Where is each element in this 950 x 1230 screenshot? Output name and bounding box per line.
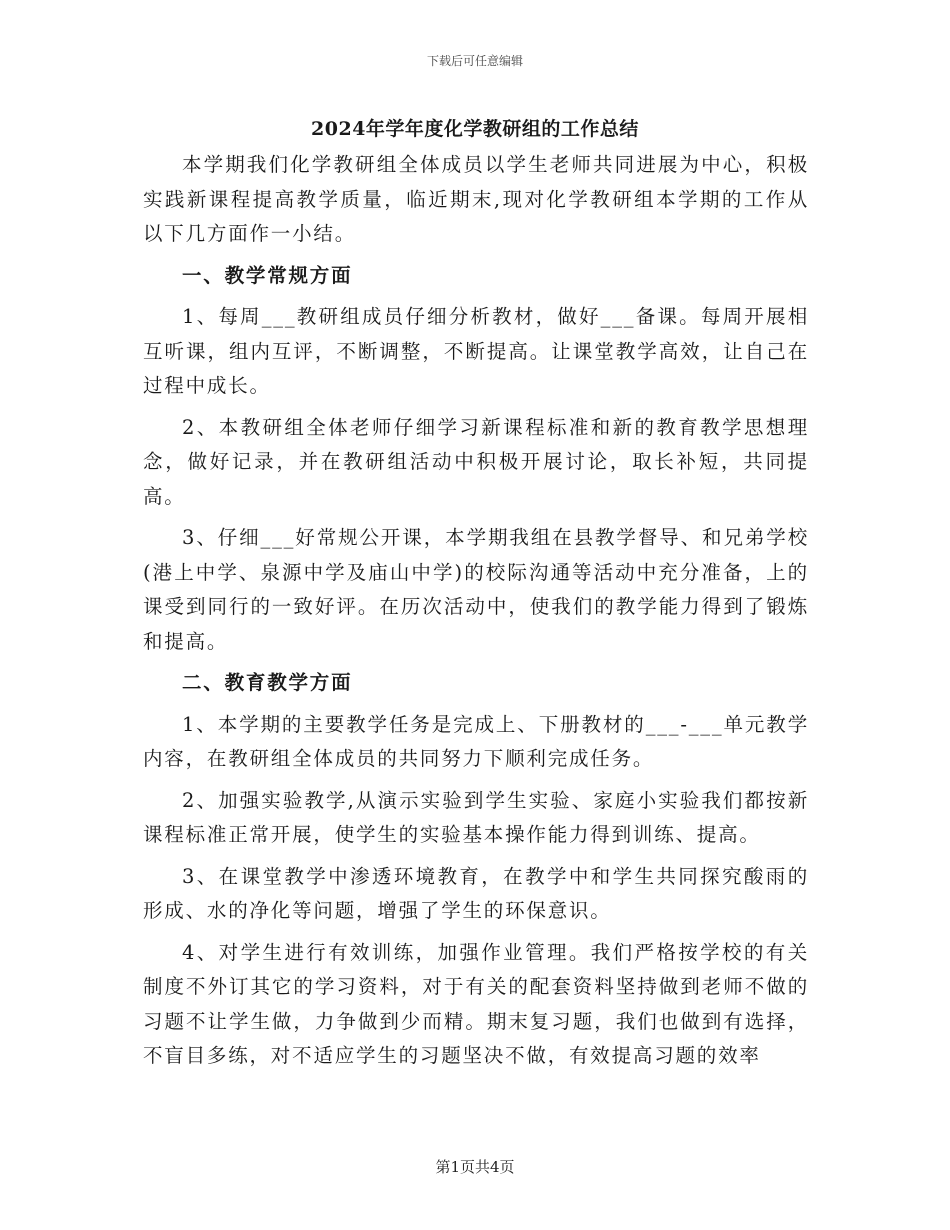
paragraph-item: 3、在课堂教学中渗透环境教育，在教学中和学生共同探究酸雨的形成、水的净化等问题，增强了学生的环保意识。 xyxy=(143,864,809,922)
section-heading-education-teaching: 二、教育教学方面 xyxy=(182,671,353,694)
paragraph-item: 3、仔细___好常规公开课，本学期我组在县教学督导、和兄弟学校(港上中学、泉源中学及庙山中学)的校际沟通等活动中充分准备，上的课受到同行的一致好评。在历次活动中，使我们的教学能力得到了锻炼和提高。 xyxy=(143,526,809,653)
paragraph-item: 1、每周___教研组成员仔细分析教材，做好___备课。每周开展相互听课，组内互评，不断调整，不断提高。让课堂教学高效，让自己在过程中成长。 xyxy=(143,305,809,397)
paragraph-item: 2、加强实验教学,从演示实验到学生实验、家庭小实验我们都按新课程标准正常开展，使学生的实验基本操作能力得到训练、提高。 xyxy=(143,788,809,846)
page-indicator: 第1页共4页 xyxy=(435,1158,515,1176)
section-heading-teaching-routine: 一、教学常规方面 xyxy=(182,263,353,287)
intro-paragraph: 本学期我们化学教研组全体成员以学生老师共同进展为中心，积极实践新课程提高教学质量，临近期末,现对化学教研组本学期的工作从以下几方面作一小结。 xyxy=(143,153,809,245)
paragraph-item: 1、本学期的主要教学任务是完成上、下册教材的___-___单元教学内容，在教研组全体成员的共同努力下顺利完成任务。 xyxy=(143,712,809,770)
document-body xyxy=(143,148,809,1081)
document-title: 2024年学年度化学教研组的工作总结 xyxy=(311,118,639,140)
header-note: 下载后可任意编辑 xyxy=(426,54,523,68)
paragraph-item: 2、本教研组全体老师仔细学习新课程标准和新的教育教学思想理念，做好记录，并在教研组活动中积极开展讨论，取长补短，共同提高。 xyxy=(143,415,809,508)
paragraph-item: 4、对学生进行有效训练，加强作业管理。我们严格按学校的有关制度不外订其它的学习资料，对于有关的配套资料坚持做到老师不做的习题不让学生做，力争做到少而精。期末复习题，我们也做到有选择，不盲目多练，对不适应学生的习题坚决不做，有效提高习题的效率 xyxy=(143,940,809,1067)
